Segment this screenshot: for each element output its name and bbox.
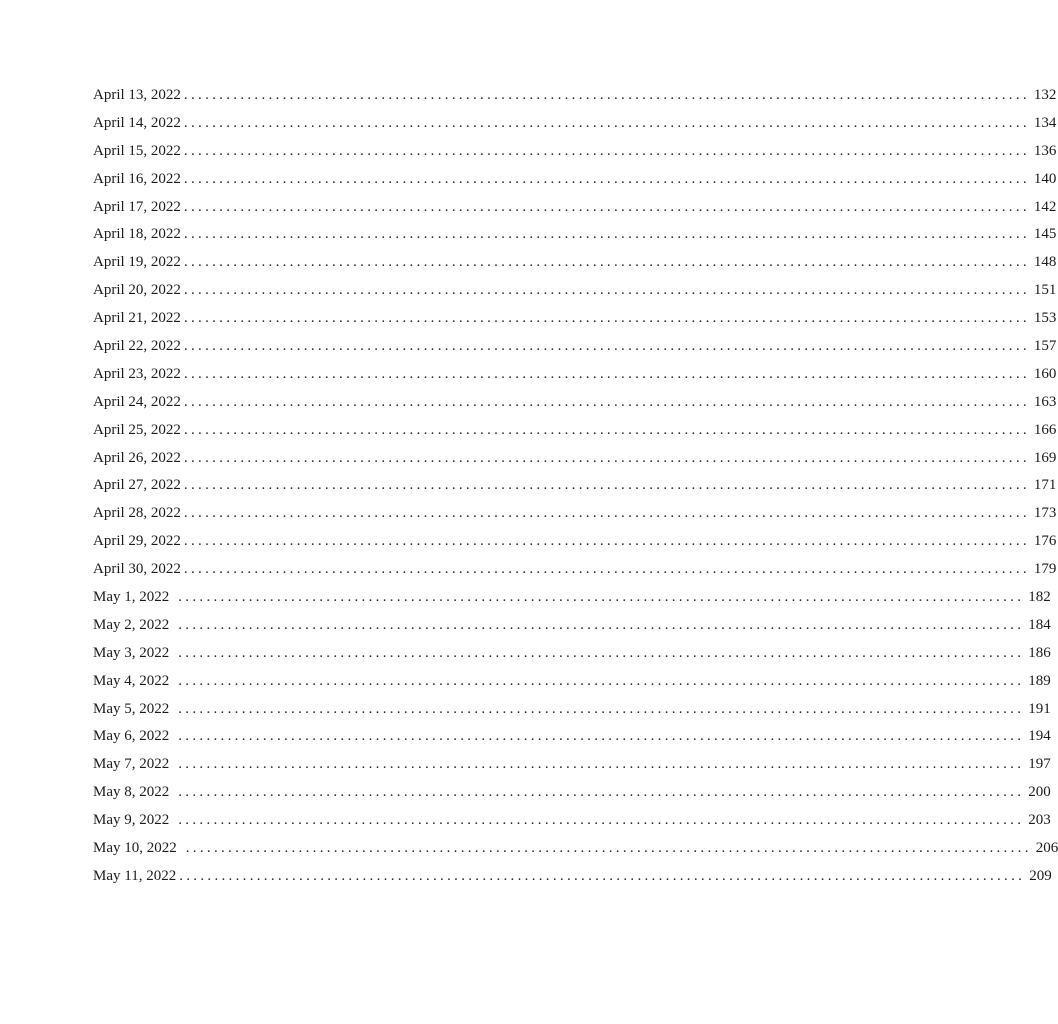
toc-entry-may-3[interactable]	[93, 640, 1051, 668]
toc-entry-may-7[interactable]	[93, 751, 1051, 779]
toc-entry-april-30[interactable]	[93, 556, 1057, 584]
toc-entry-date: April 19, 2022	[93, 254, 181, 271]
toc-entry-april-26[interactable]	[93, 445, 1057, 473]
toc-entry-date: May 1, 2022	[93, 589, 170, 606]
dot-leader: ........................................................................................................................	[183, 170, 1030, 187]
dot-leader: ........................................................................................................................	[183, 449, 1030, 466]
dot-leader: ........................................................................................................................	[183, 310, 1030, 327]
toc-entry-date: April 27, 2022	[93, 477, 181, 494]
dot-leader: ........................................................................................................................	[178, 812, 1025, 829]
toc-entry-april-23[interactable]	[93, 361, 1057, 389]
toc-entry-date: May 2, 2022	[93, 616, 170, 633]
toc-entry-date: April 17, 2022	[93, 198, 181, 215]
toc-entry-page-number: 173	[1033, 505, 1057, 522]
toc-entry-date: May 9, 2022	[93, 812, 170, 829]
toc-entry-page-number: 140	[1033, 170, 1057, 187]
toc-entry-april-17[interactable]	[93, 194, 1057, 222]
toc-entry-april-20[interactable]	[93, 277, 1057, 305]
table-of-contents	[93, 82, 1058, 891]
toc-entry-page-number: 136	[1033, 142, 1057, 159]
toc-entry-april-14[interactable]	[93, 110, 1057, 138]
toc-entry-page-number: 151	[1033, 282, 1057, 299]
toc-entry-page-number: 179	[1033, 561, 1057, 578]
toc-entry-page-number: 186	[1028, 644, 1051, 661]
toc-entry-page-number: 200	[1028, 784, 1051, 801]
toc-entry-page-number: 134	[1033, 114, 1057, 131]
toc-entry-page-number: 163	[1033, 393, 1057, 410]
dot-leader: ........................................................................................................................	[183, 282, 1030, 299]
dot-leader: ........................................................................................................................	[183, 142, 1030, 159]
toc-entry-april-13[interactable]	[93, 82, 1057, 110]
toc-entry-april-27[interactable]	[93, 472, 1057, 500]
toc-entry-april-21[interactable]	[93, 305, 1057, 333]
dot-leader: ........................................................................................................................	[183, 533, 1030, 550]
toc-entry-page-number: 194	[1028, 728, 1051, 745]
toc-entry-date: April 13, 2022	[93, 87, 181, 103]
toc-entry-page-number: 191	[1028, 700, 1051, 717]
dot-leader: ........................................................................................................................	[183, 505, 1030, 522]
toc-entry-date: April 20, 2022	[93, 282, 181, 299]
toc-entry-april-28[interactable]	[93, 500, 1057, 528]
dot-leader: ........................................................................................................................	[183, 338, 1030, 355]
toc-entry-date: April 30, 2022	[93, 561, 181, 578]
toc-entry-april-16[interactable]	[93, 166, 1057, 194]
dot-leader: ........................................................................................................................	[183, 198, 1030, 215]
toc-entry-date: April 29, 2022	[93, 533, 181, 550]
toc-entry-page-number: 132	[1033, 87, 1057, 103]
dot-leader: ........................................................................................................................	[183, 254, 1030, 271]
toc-entry-date: April 16, 2022	[93, 170, 181, 187]
toc-entry-page-number: 148	[1033, 254, 1057, 271]
toc-entry-page-number: 197	[1028, 756, 1051, 773]
dot-leader: ........................................................................................................................	[178, 672, 1025, 689]
toc-entry-may-10[interactable]	[93, 835, 1058, 863]
toc-entry-page-number: 166	[1033, 421, 1057, 438]
toc-entry-page-number: 182	[1028, 589, 1051, 606]
toc-entry-page-number: 142	[1033, 198, 1057, 215]
toc-entry-may-4[interactable]	[93, 668, 1051, 696]
dot-leader: ........................................................................................................................	[179, 867, 1026, 884]
dot-leader: ........................................................................................................................	[183, 114, 1030, 131]
dot-leader: ........................................................................................................................	[178, 616, 1025, 633]
toc-entry-may-6[interactable]	[93, 723, 1051, 751]
dot-leader: ........................................................................................................................	[183, 393, 1030, 410]
toc-entry-date: May 4, 2022	[93, 672, 170, 689]
toc-entry-date: April 25, 2022	[93, 421, 181, 438]
toc-entry-date: April 21, 2022	[93, 310, 181, 327]
toc-entry-page-number: 189	[1028, 672, 1051, 689]
toc-entry-page-number: 171	[1033, 477, 1057, 494]
toc-entry-date: May 3, 2022	[93, 644, 170, 661]
toc-entry-date: April 14, 2022	[93, 114, 181, 131]
dot-leader: ........................................................................................................................	[178, 784, 1025, 801]
toc-entry-date: April 18, 2022	[93, 226, 181, 243]
toc-entry-april-18[interactable]	[93, 221, 1057, 249]
toc-entry-page-number: 184	[1028, 616, 1051, 633]
toc-entry-page-number: 176	[1033, 533, 1057, 550]
dot-leader: ........................................................................................................................	[183, 365, 1030, 382]
toc-entry-may-9[interactable]	[93, 807, 1051, 835]
dot-leader: ........................................................................................................................	[178, 589, 1025, 606]
toc-entry-date: May 8, 2022	[93, 784, 170, 801]
toc-entry-may-5[interactable]	[93, 696, 1051, 724]
toc-entry-date: May 10, 2022	[93, 840, 177, 857]
toc-entry-page-number: 206	[1035, 840, 1058, 857]
toc-entry-date: May 11, 2022	[93, 867, 177, 884]
toc-entry-date: April 15, 2022	[93, 142, 181, 159]
toc-entry-may-1[interactable]	[93, 584, 1051, 612]
toc-entry-page-number: 153	[1033, 310, 1057, 327]
toc-entry-page-number: 157	[1033, 338, 1057, 355]
dot-leader: ........................................................................................................................	[183, 421, 1030, 438]
dot-leader: ........................................................................................................................	[178, 700, 1025, 717]
toc-entry-april-22[interactable]	[93, 333, 1057, 361]
dot-leader: ........................................................................................................................	[178, 756, 1025, 773]
toc-entry-may-11[interactable]	[93, 863, 1052, 891]
toc-entry-date: April 26, 2022	[93, 449, 181, 466]
toc-entry-page-number: 209	[1029, 867, 1052, 884]
dot-leader: ........................................................................................................................	[185, 840, 1032, 857]
dot-leader: ........................................................................................................................	[183, 226, 1030, 243]
dot-leader: ........................................................................................................................	[183, 87, 1030, 103]
toc-entry-date: May 7, 2022	[93, 756, 170, 773]
toc-entry-date: April 23, 2022	[93, 365, 181, 382]
toc-entry-date: April 22, 2022	[93, 338, 181, 355]
dot-leader: ........................................................................................................................	[178, 728, 1025, 745]
dot-leader: ........................................................................................................................	[183, 561, 1030, 578]
toc-entry-page-number: 160	[1033, 365, 1057, 382]
toc-entry-april-29[interactable]	[93, 528, 1057, 556]
toc-entry-april-24[interactable]	[93, 389, 1057, 417]
toc-entry-date: May 6, 2022	[93, 728, 170, 745]
dot-leader: ........................................................................................................................	[178, 644, 1025, 661]
toc-entry-page-number: 169	[1033, 449, 1057, 466]
toc-entry-date: May 5, 2022	[93, 700, 170, 717]
toc-entry-date: April 28, 2022	[93, 505, 181, 522]
toc-entry-april-15[interactable]	[93, 138, 1057, 166]
toc-entry-page-number: 145	[1033, 226, 1057, 243]
toc-entry-april-25[interactable]	[93, 417, 1057, 445]
dot-leader: ........................................................................................................................	[183, 477, 1030, 494]
toc-entry-april-19[interactable]	[93, 249, 1057, 277]
toc-entry-may-8[interactable]	[93, 779, 1051, 807]
toc-entry-may-2[interactable]	[93, 612, 1051, 640]
toc-entry-date: April 24, 2022	[93, 393, 181, 410]
toc-entry-page-number: 203	[1028, 812, 1051, 829]
